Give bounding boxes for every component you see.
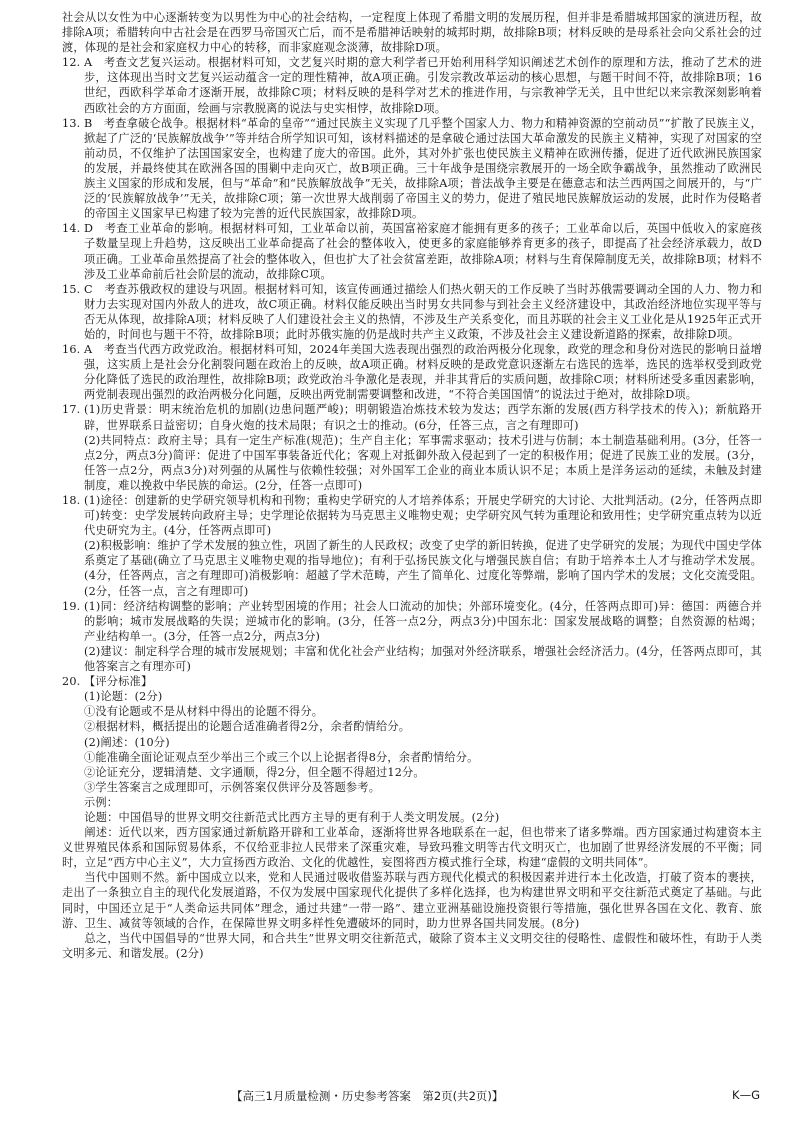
answer-explanation: A 考查当代西方政党政治。根据材料可知，2024年美国大选表现出强烈的政治两极分化现象，政党的理念和身份对选民的影响日益增强，这实质上是社会分化割裂问题在政治上的反映，故A项正确。材料反映的是政党意识逐渐左右选民的选举，选民的选举权受到政党分化降低了选民的政治理性，故排除B项；政党政治斗争激化是表现，并非其背后的实质问题，故排除C项；材料所述受多重因素影响，两党制表现出强烈的政治两极分化问题，反映出两党制需要调整和改进，“不符合美国国情”的说法过于绝对，故排除D项。 — [84, 343, 762, 402]
question-19 — [62, 599, 762, 674]
answer-item — [62, 342, 762, 402]
answer-page — [62, 10, 762, 961]
q17-part-1: (1)历史背景：明末统治危机的加剧(边患问题严峻)；明朝锻造冶炼技术较为发达；西学东渐的发展(西方科学技术的传入)；新航路开辟，世界联系日益密切；自身火炮的技术局限；有识之士的推动。(6分，任答三点，言之有理即可) — [84, 403, 762, 432]
footer-title: 【高三1月质量检测・历史参考答案 第2页(共2页)】 — [231, 1089, 504, 1103]
criteria-line: ①能准确全面论证观点至少举出三个或三个以上论据者得8分，余者酌情给分。 — [84, 750, 479, 764]
essay-conclusion: 总之，当代中国倡导的“世界大同，和合共生”世界文明交往新范式，破除了资本主义文明交往的侵略性、虚假性和破坏性，有助于人类文明多元、和谐发展。(2分) — [62, 931, 762, 960]
criteria-line: ②论证充分，逻辑清楚、文字通顺，得2分，但全题不得超过12分。 — [84, 765, 425, 779]
question-number: 13. — [62, 116, 81, 130]
answer-item — [62, 221, 762, 281]
answer-explanation: B 考查拿破仑战争。根据材料“革命的皇帝”“通过民族主义实现了几乎整个国家人力、物力和精神资源的空前动员”“扩散了民族主义，掀起了广泛的‘民族解放战争’”等并结合所学知识可知，该材料描述的是拿破仑通过法国大革命激发的民族主义精神，实现了对国家的空前动员，不仅维护了法国国家安全，也构建了庞大的帝国。此外，其对外扩张也使民族主义精神在欧洲传播，促进了近代欧洲民族国家的发展，并最终使其在欧洲各国的围剿中走向灭亡，故B项正确。三十年战争是围绕宗教展开的一场全欧争霸战争，虽然推动了欧洲民族主义国家的形成和发展，但与“革命”和“民族解放战争”无关，故排除A项；普法战争主要是在德意志和法兰西两国之间展开的，与“广泛的‘民族解放战争’”无关，故排除C项；第一次世界大战削弱了帝国主义的势力，促进了殖民地民族解放运动的发展，此时作为侵略者的帝国主义国家早已构建了较为完善的近代民族国家，故排除D项。 — [84, 116, 762, 221]
answer-item — [62, 55, 762, 115]
question-number: 16. — [62, 343, 81, 357]
criteria-line: ③学生答案言之成理即可，示例答案仅供评分及答题参考。 — [84, 780, 381, 794]
question-20 — [62, 674, 762, 689]
essay-paragraph: 当代中国则不然。新中国成立以来，党和人民通过吸收借鉴苏联与西方现代化模式的积极因素并进行本土化改造，打破了资本的裹挟，走出了一条独立自主的现代化发展道路，不仅为发展中国家现代化提供了多样化选择，也为构建世界文明和平交往新范式奠定了基础。与此同时，中国还立足于“人类命运共同体”理念，通过共建“一带一路”、建立亚洲基础设施投资银行等措施，强化世界各国在文化、教育、旅游、卫生、减贫等领域的合作，在保障世界文明多样性免遭破坏的同时，助力世界各国共同发展。(8分) — [62, 871, 762, 930]
answer-explanation: A 考查文艺复兴运动。根据材料可知，文艺复兴时期的意大利学者已开始利用科学知识阐述艺术创作的原理和方法，推动了艺术的进步，这体现出当时文艺复兴运动蕴含一定的理性精神，故A项正确。引发宗教改革运动的核心思想，与题干时间不符，故排除B项；16世纪，西欧科学革命才逐渐开展，故排除C项；材料反映的是科学对艺术的推进作用，与宗教神学无关，且中世纪以来宗教深刻影响着西欧社会的方方面面，绘画与宗教脱离的说法与史实相悖，故排除D项。 — [84, 56, 762, 115]
question-number: 17. — [62, 403, 81, 417]
answer-item — [62, 282, 762, 342]
scoring-heading: 【评分标准】 — [84, 675, 153, 689]
q17-part-2: (2)共同特点：政府主导；具有一定生产标准(规范)；生产自主化；军事需求驱动；技术引进与仿制；本土制造基础利用。(3分，任答一点2分，两点3分)简评：促进了中国军事装备近代化；客观上对抵御外敌入侵起到了一定的积极作用；促进了民族工业的发展。(3分，任答一点2分，两点3分)对列强的从属性与依赖性较强；对外国军工企业的商业本质认识不足；本质上是洋务运动的延续，未触及封建制度，难以挽救中华民族的命运。(2分，任答一点即可) — [84, 433, 762, 492]
answer-explanation: D 考查工业革命的影响。根据材料可知，工业革命以前，英国富裕家庭才能拥有更多的孩子；工业革命以后，英国中低收入的家庭孩子数量呈现上升趋势，这反映出工业革命提高了社会的整体收入，使更多的家庭能够养育更多的孩子，即提高了社会经济承载力，故D项正确。工业革命虽然提高了社会的整体收入，但也扩大了社会贫富差距，故排除A项；材料与生育保障制度无关，故排除B项；材料不涉及工业革命前后社会阶层的流动，故排除C项。 — [84, 222, 762, 281]
question-number: 12. — [62, 56, 81, 70]
scoring-criteria — [62, 689, 762, 810]
q19-part-2: (2)建议：制定科学合理的城市发展规划；丰富和优化社会产业结构；加强对外经济联系，增强社会经济活力。(4分，任答两点即可，其他答案言之有理亦可) — [84, 644, 762, 674]
intro-paragraph: 社会从以女性为中心逐渐转变为以男性为中心的社会结构，一定程度上体现了希腊文明的发展历程，但并非是希腊城邦国家的演进历程，故排除A项；希腊转向中古社会是在西罗马帝国灭亡后，而不是希腊神话映射的城邦时期，故排除B项；材料反映的是母系社会向父系社会的过渡，体现的是社会和家庭权力中心的转移，而非家庭观念淡薄，故排除D项。 — [62, 11, 762, 55]
q19-part-1: (1)同：经济结构调整的影响；产业转型困境的作用；社会人口流动的加快；外部环境变化。(4分，任答两点即可)异：德国：两德合并的影响；城市发展战略的失误；逆城市化的影响。(3分，任答一点2分，两点3分)中国东北：国家发展战略的调整；自然资源的枯竭；产业结构单一。(3分，任答一点2分，两点3分) — [84, 599, 762, 643]
footer-code: K—G — [732, 1088, 760, 1102]
criteria-line: ②根据材料，概括提出的论题合适准确者得2分，余者酌情给分。 — [84, 720, 411, 734]
q18-part-1: (1)途径：创建新的史学研究领导机构和刊物；重构史学研究的人才培养体系；开展史学研究的大讨论、大批判活动。(2分，任答两点即可)转变：史学发展转向政府主导；史学理论依据转为马克思主义唯物史观；史学研究风气转为重理论和致用性；史学研究重点转为以近代史研究为主。(4分，任答两点即可) — [84, 494, 762, 538]
example-label: 示例： — [84, 795, 119, 809]
question-number: 14. — [62, 222, 81, 236]
question-number: 15. — [62, 282, 81, 296]
question-number: 20. — [62, 675, 81, 689]
example-essay — [62, 810, 762, 961]
answer-item — [62, 116, 762, 222]
criteria-line: (2)阐述：(10分) — [84, 735, 170, 749]
answers-list — [62, 55, 762, 402]
question-number: 19. — [62, 599, 81, 613]
question-17 — [62, 402, 762, 493]
question-number: 18. — [62, 494, 81, 507]
essay-thesis: 论题：中国倡导的世界文明交往新范式比西方主导的更有利于人类文明发展。(2分) — [84, 810, 500, 824]
criteria-line: (1)论题：(2分) — [84, 690, 163, 704]
essay-paragraph: 阐述：近代以来，西方国家通过新航路开辟和工业革命，逐渐将世界各地联系在一起，但也带来了诸多弊端。西方国家通过构建资本主义世界殖民体系和国际贸易体系，不仅给亚非拉人民带来了深重灾难，导致玛雅文明等古代文明灭亡，也加剧了世界经济发展的不平衡；同时，立足“西方中心主义”，大力宣扬西方政治、文化的优越性，妄图将西方模式推行全球，构建“虚假的文明共同体”。 — [62, 826, 762, 870]
question-18 — [62, 493, 762, 599]
answer-explanation: C 考查苏俄政权的建设与巩固。根据材料可知，该宣传画通过描绘人们热火朝天的工作反映了当时苏俄需要调动全国的人力、物力和财力去实现对国内外敌人的进攻，故C项正确。材料仅能反映出当时男女共同参与到社会主义经济建设中，其政治经济地位实现平等与否无从体现，故排除A项；材料反映了人们建设社会主义的热情，不涉及生产关系变化，而且苏联的社会主义工业化是从1925年正式开始的，时间也与题干不符，故排除B项；此时苏俄实施的仍是战时共产主义政策，不涉及社会主义建设新道路的探索，故排除D项。 — [84, 282, 762, 341]
q18-part-2: (2)积极影响：维护了学术发展的独立性，巩固了新生的人民政权；改变了史学的新旧转换，促进了史学研究的发展；为现代中国史学体系奠定了基础(确立了马克思主义唯物史观的指导地位)；有利于弘扬民族文化与增强民族自信；有助于培养本土人才与推动学术发展。(4分，任答两点，言之有理即可)消极影响：超越了学术范畴，产生了简单化、过度化等弊端，影响了国内学术的发展；文化交流受阻。(2分，任答一点，言之有理即可) — [84, 539, 762, 598]
criteria-line: ①没有论题或不是从材料中得出的论题不得分。 — [84, 705, 324, 719]
